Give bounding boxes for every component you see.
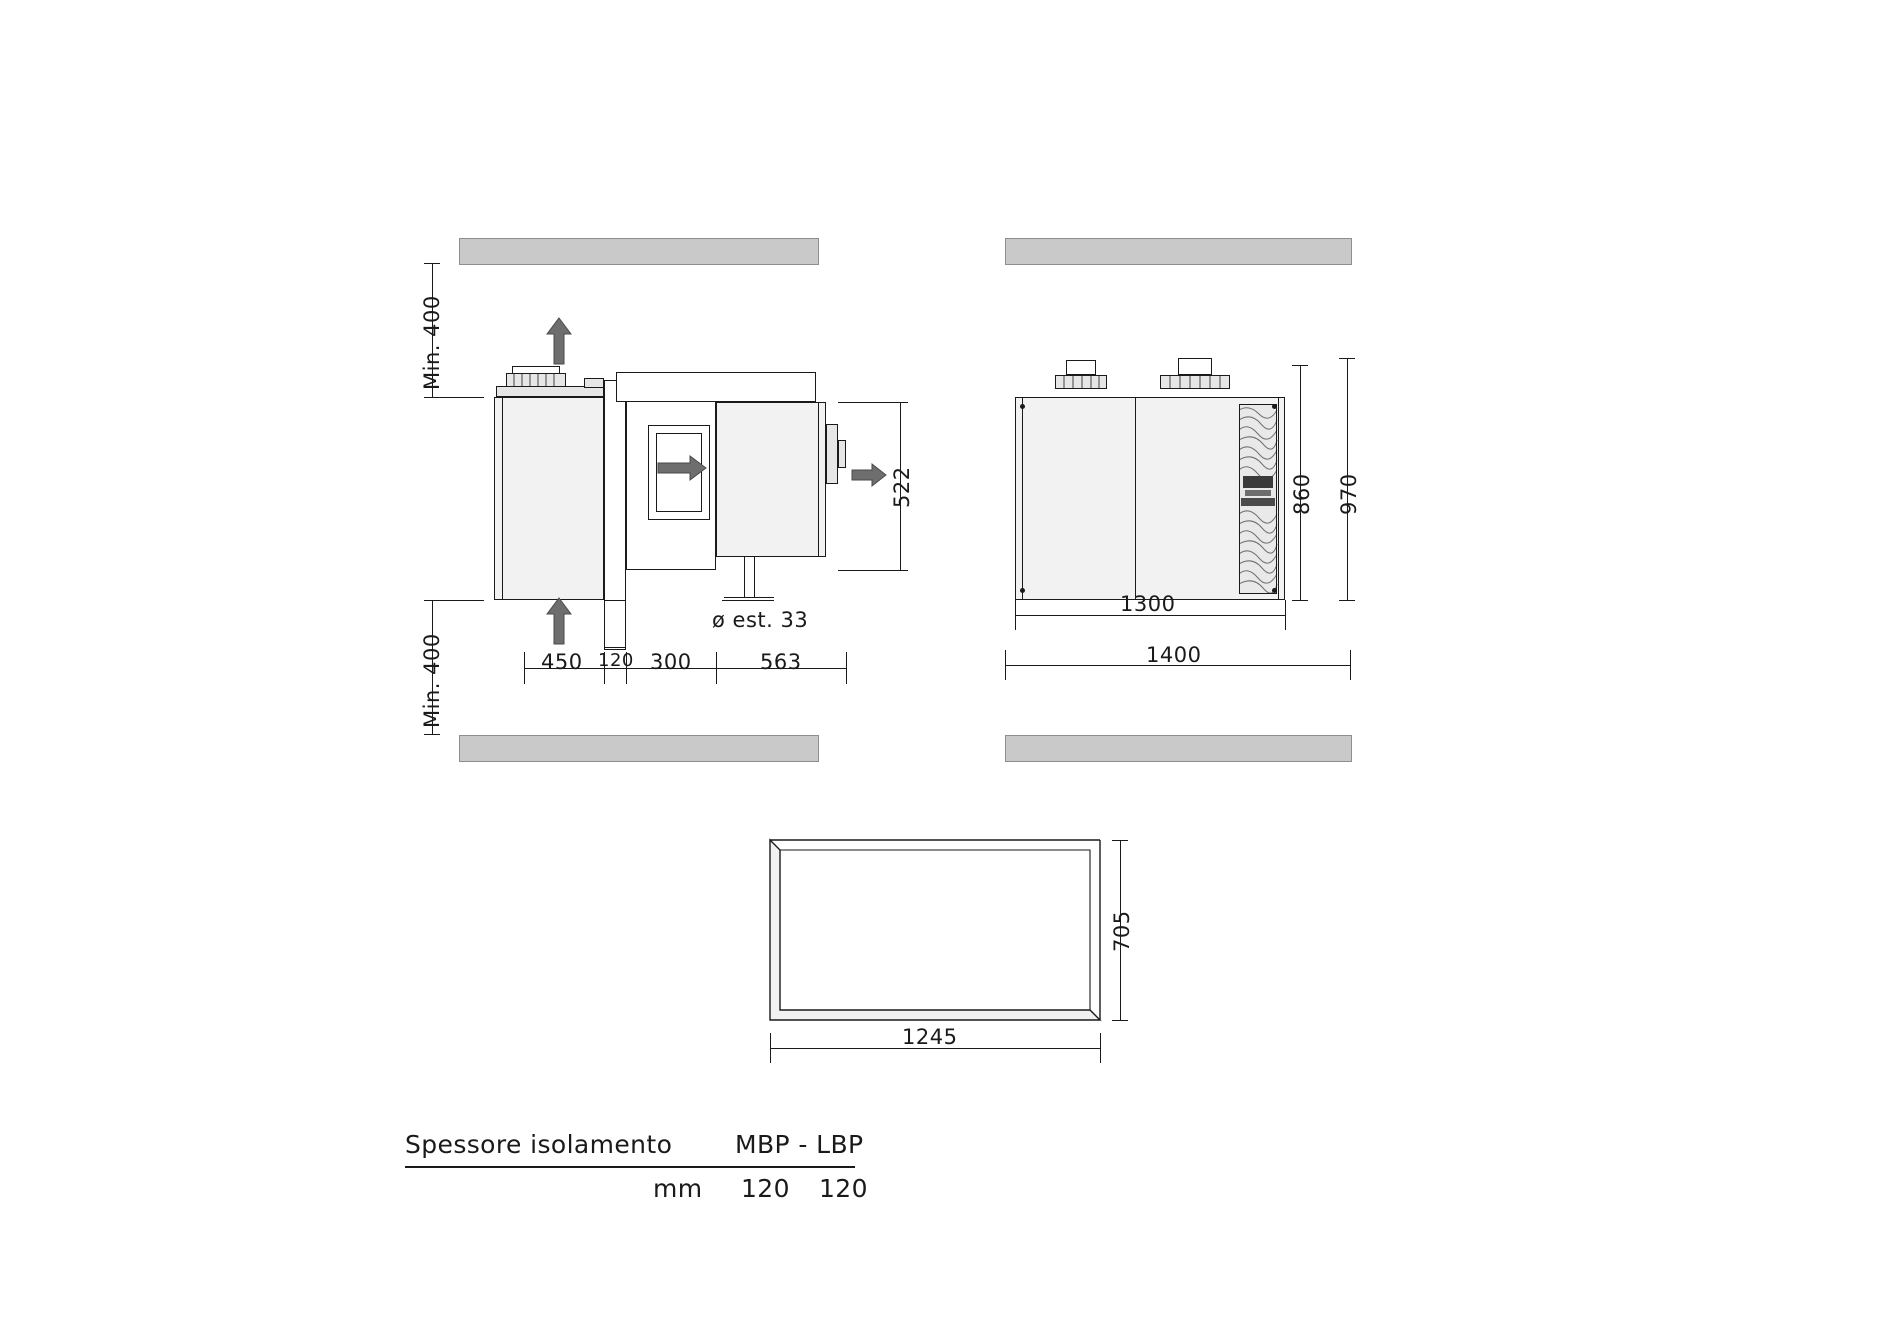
drain-pipe-right	[754, 557, 755, 597]
side-top-fan-shroud	[512, 366, 560, 374]
dim-970-tick-top	[1339, 358, 1355, 359]
side-dim-tick-4	[846, 652, 847, 684]
side-dim-tick-0	[524, 652, 525, 684]
front-fan-grille-left	[1055, 375, 1107, 389]
dim-1245-tick-right	[1100, 1033, 1101, 1063]
front-fan-stack-left	[1066, 360, 1096, 375]
front-cabinet-left-edge	[1022, 398, 1023, 599]
clearance-top-label: Min. 400	[420, 295, 444, 390]
table-value-lbp: 120	[819, 1174, 868, 1203]
dim-970-tick-bottom	[1339, 600, 1355, 601]
side-lower-skirt	[604, 600, 626, 648]
front-fixing-dot-br	[1272, 588, 1277, 593]
side-dim-120: 120	[598, 650, 634, 671]
table-divider-line	[405, 1166, 855, 1168]
side-top-extension	[616, 372, 816, 402]
side-evaporator-body	[716, 402, 826, 557]
dim-860-tick-bottom	[1292, 600, 1308, 601]
clearance-top-tick-upper	[424, 263, 440, 264]
front-ceiling-band	[1005, 238, 1352, 265]
front-fixing-dot-tl	[1020, 404, 1025, 409]
dim-522-ext-bottom	[838, 570, 908, 571]
front-condenser-grille	[1239, 404, 1277, 594]
pipe-diameter-label: ø est. 33	[712, 608, 809, 632]
side-cap-connector	[584, 378, 604, 388]
insulation-table	[405, 1130, 925, 1210]
dim-705-tick-bottom	[1112, 1020, 1128, 1021]
side-view	[0, 0, 950, 800]
side-top-fan-grille	[506, 373, 566, 387]
side-dim-300: 300	[650, 650, 692, 674]
pipe-dim-line	[722, 600, 774, 601]
airflow-arrow-right-outer	[852, 463, 886, 487]
airflow-arrow-up-bottom	[546, 598, 572, 644]
drain-pipe-left	[744, 557, 745, 597]
dim-1400-label: 1400	[1146, 643, 1202, 667]
dim-705-tick-top	[1112, 840, 1128, 841]
dim-1300-tick-right	[1285, 600, 1286, 630]
drain-pipe-base	[724, 597, 774, 598]
opening-outline	[770, 840, 1100, 1020]
dim-1245-tick-left	[770, 1033, 771, 1063]
front-cabinet-right-edge	[1278, 398, 1279, 599]
dim-1400-tick-left	[1005, 650, 1006, 680]
front-fan-grille-right	[1160, 375, 1230, 389]
airflow-arrow-right-inner	[658, 455, 706, 481]
clearance-bottom-label: Min. 400	[420, 633, 444, 728]
side-unit-body	[494, 397, 604, 600]
dim-970-label: 970	[1337, 473, 1361, 515]
front-view	[950, 0, 1490, 800]
table-row-label: Spessore isolamento	[405, 1130, 673, 1159]
dim-1300-tick-left	[1015, 600, 1016, 630]
dim-860-tick-top	[1292, 365, 1308, 366]
airflow-arrow-up-top	[546, 318, 572, 364]
opening-view	[700, 800, 1300, 1100]
front-cabinet-split	[1135, 398, 1136, 599]
table-header-text: MBP - LBP	[735, 1130, 864, 1159]
dim-522-ext-top	[838, 402, 908, 403]
table-unit-label: mm	[653, 1174, 703, 1203]
dim-522-label: 522	[890, 466, 914, 508]
dim-1300-label: 1300	[1120, 592, 1176, 616]
front-fixing-dot-bl	[1020, 588, 1025, 593]
dim-705-label: 705	[1110, 910, 1134, 952]
front-fan-stack-right	[1178, 358, 1212, 375]
side-right-connector-inner	[838, 440, 846, 468]
dim-1245-label: 1245	[902, 1025, 958, 1049]
side-unit-body-edge	[502, 398, 503, 599]
side-right-connector-outer	[826, 424, 838, 484]
side-dim-tick-3	[716, 652, 717, 684]
side-dim-450: 450	[541, 650, 583, 674]
dim-860-label: 860	[1290, 473, 1314, 515]
side-dim-563: 563	[760, 650, 802, 674]
dim-1400-tick-right	[1350, 650, 1351, 680]
front-floor-band	[1005, 735, 1352, 762]
front-fixing-dot-tr	[1272, 404, 1277, 409]
floor-band	[459, 735, 819, 762]
clearance-bottom-tick-lower	[424, 734, 440, 735]
clearance-bottom-ref-line	[424, 600, 484, 601]
ceiling-band	[459, 238, 819, 265]
clearance-top-ref-line	[424, 397, 484, 398]
side-evaporator-body-edge	[818, 403, 819, 556]
table-value-mbp: 120	[741, 1174, 790, 1203]
